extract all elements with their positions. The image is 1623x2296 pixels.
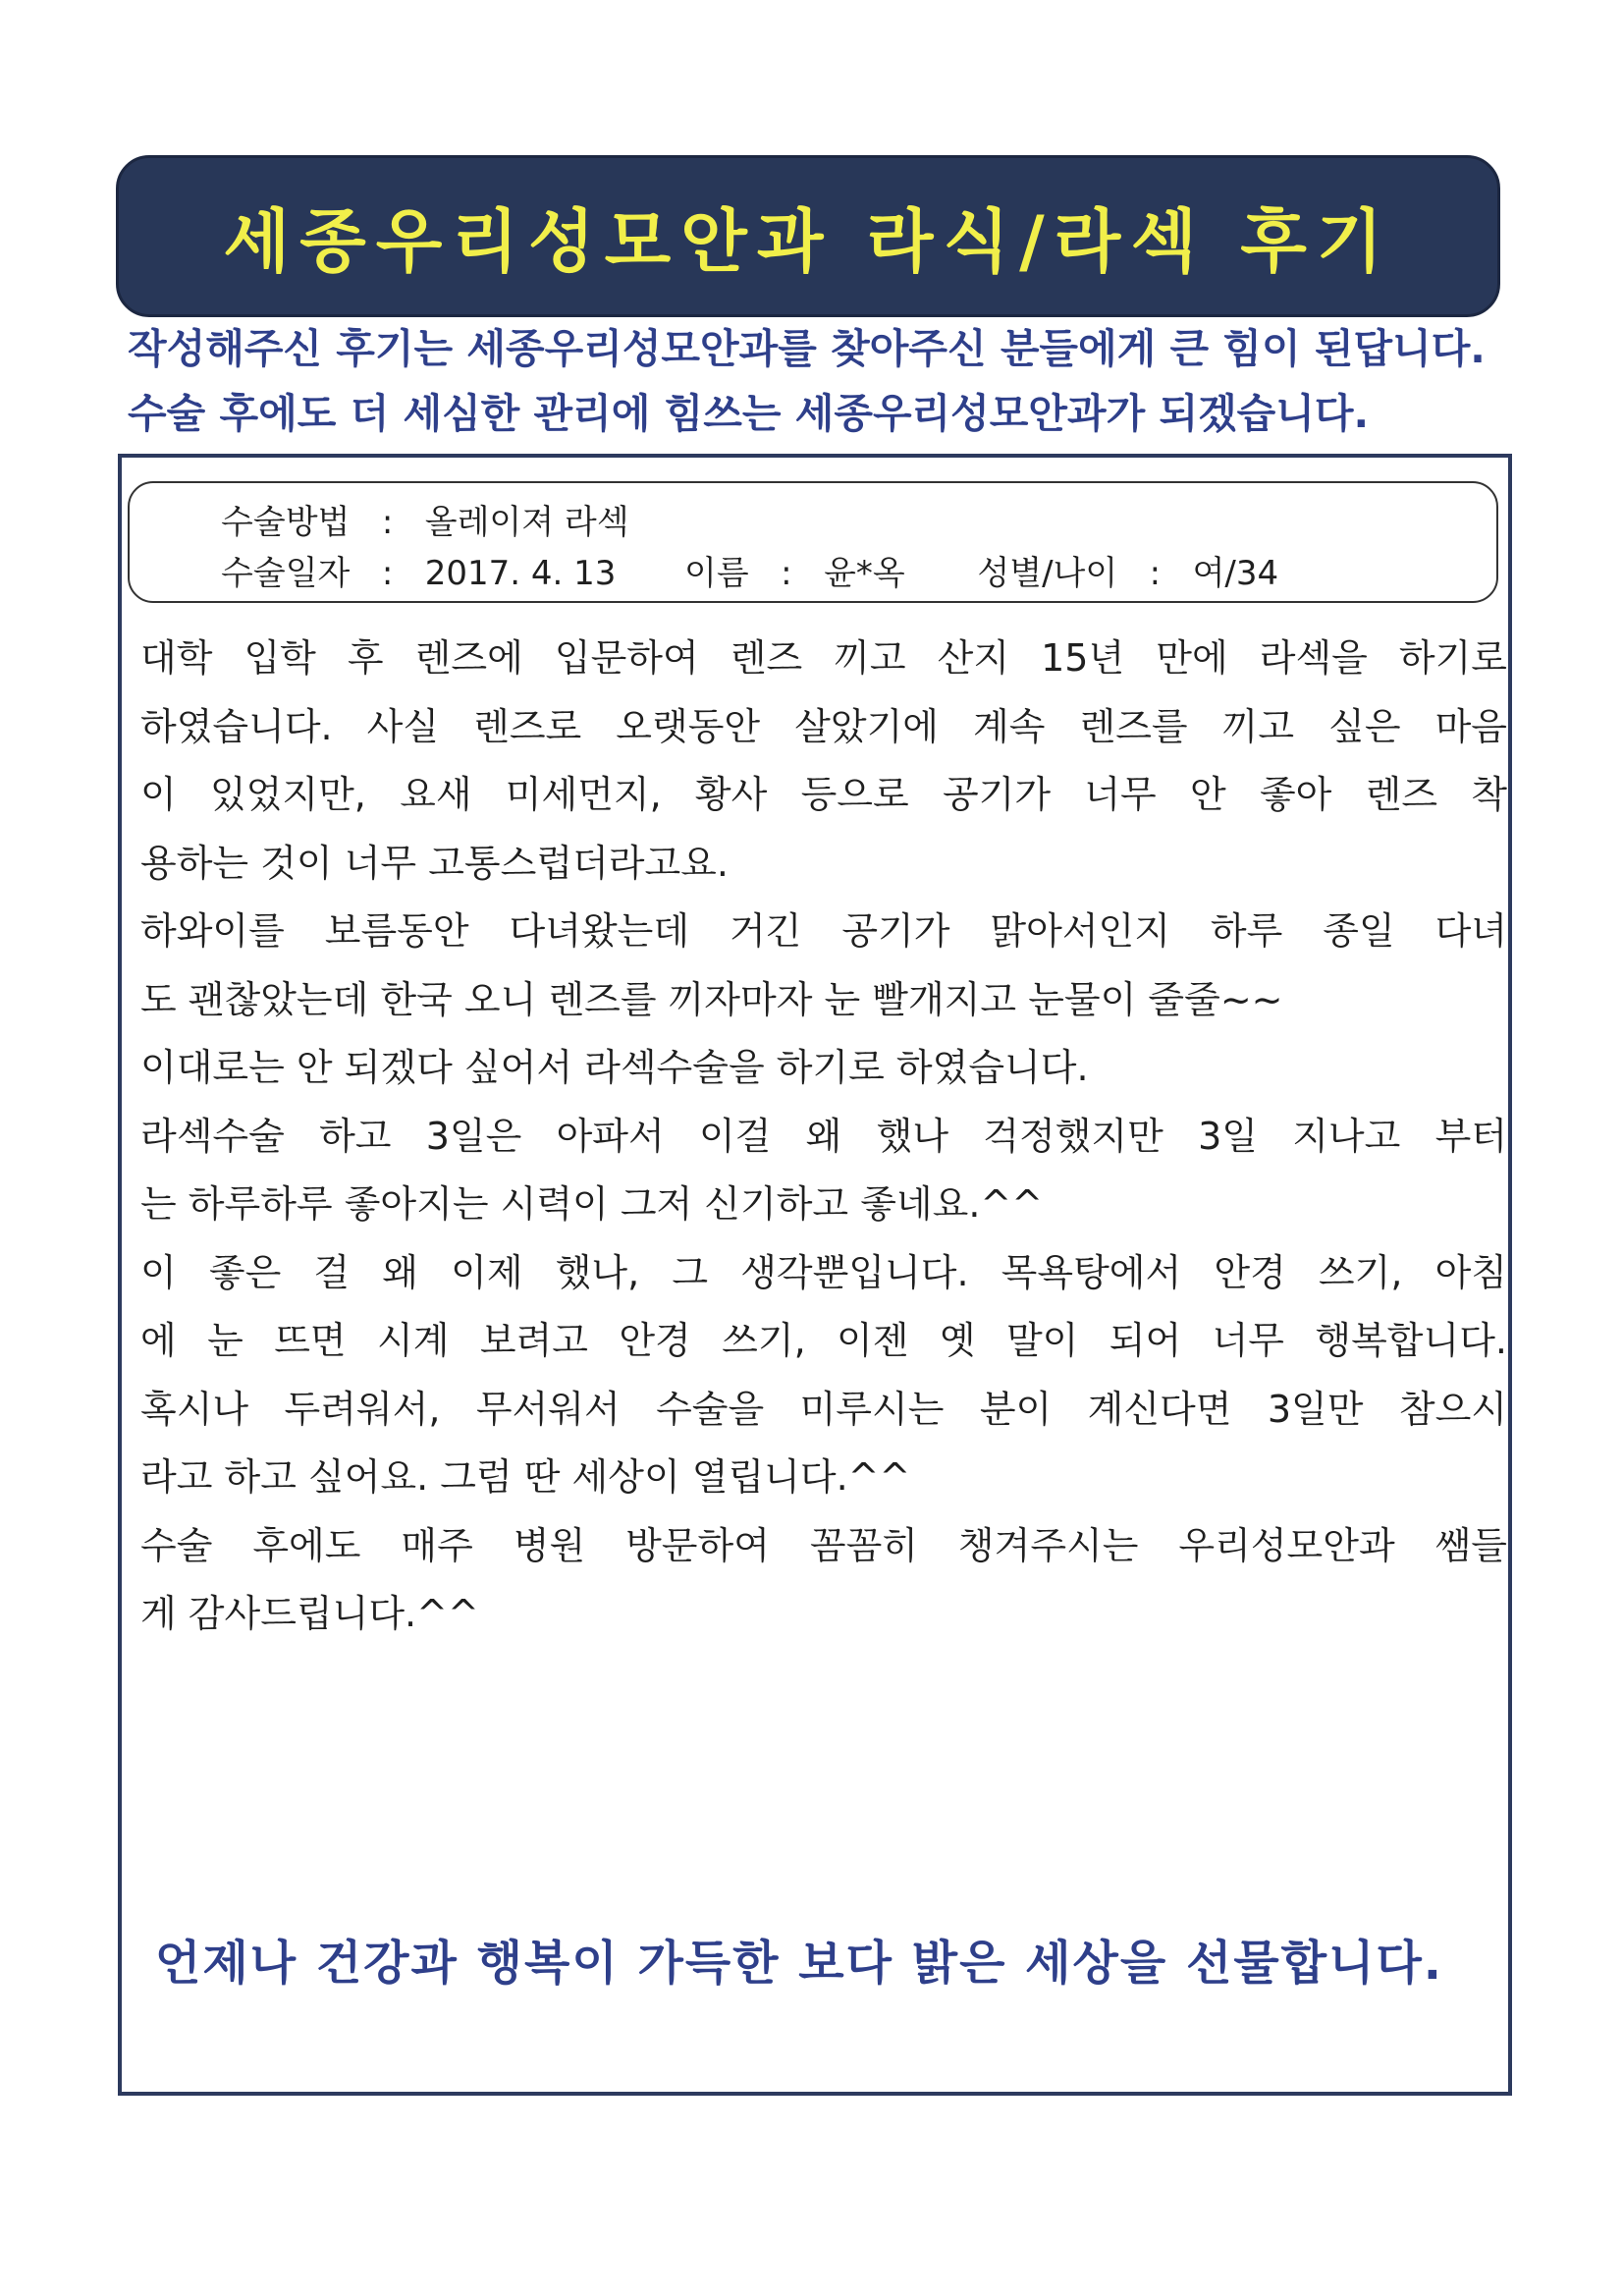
review-line: 이 좋은 걸 왜 이제 했나, 그 생각뿐입니다. 목욕탕에서 안경 쓰기, 아침: [140, 1250, 1507, 1294]
review-line: 이대로는 안 되겠다 싶어서 라섹수술을 하기로 하였습니다.: [140, 1046, 1089, 1089]
method-separator: :: [381, 503, 394, 542]
surgery-info-box: [128, 481, 1498, 603]
name-separator: :: [781, 554, 792, 593]
review-line: 대학 입학 후 렌즈에 입문하여 렌즈 끼고 산지 15년 만에 라섹을 하기로: [140, 636, 1507, 680]
date-separator: :: [381, 554, 394, 593]
date-label: 수술일자: [221, 554, 351, 593]
name-label: 이름: [684, 554, 749, 593]
gender-age-value: 여/34: [1192, 554, 1279, 593]
review-line: 하와이를 보름동안 다녀왔는데 거긴 공기가 맑아서인지 하루 종일 다녀: [140, 909, 1507, 953]
review-line: 게 감사드립니다.^^: [140, 1592, 479, 1635]
review-body: [140, 625, 1507, 1649]
review-line: 는 하루하루 좋아지는 시력이 그저 신기하고 좋네요.^^: [140, 1182, 1044, 1226]
info-row-method: [221, 495, 629, 543]
review-line: 하였습니다. 사실 렌즈로 오랫동안 살았기에 계속 렌즈를 끼고 싶은 마음: [140, 704, 1507, 748]
intro-line-2: 수술 후에도 더 세심한 관리에 힘쓰는 세종우리성모안과가 되겠습니다.: [128, 390, 1370, 437]
name-value: 윤*옥: [824, 554, 905, 593]
method-value: 올레이져 라섹: [424, 503, 629, 542]
intro-text: [128, 316, 1502, 446]
review-line: 라고 하고 싶어요. 그럼 딴 세상이 열립니다.^^: [140, 1455, 911, 1499]
date-value: 2017. 4. 13: [424, 554, 617, 593]
info-row-details: [221, 546, 1278, 594]
review-line: 이 있었지만, 요새 미세먼지, 황사 등으로 공기가 너무 안 좋아 렌즈 착: [140, 773, 1507, 816]
review-line: 혹시나 두려워서, 무서워서 수술을 미루시는 분이 계신다면 3일만 참으시: [140, 1387, 1507, 1431]
review-line: 에 눈 뜨면 시계 보려고 안경 쓰기, 이젠 옛 말이 되어 너무 행복합니다.: [140, 1319, 1507, 1362]
gender-age-label: 성별/나이: [977, 554, 1118, 593]
review-line: 용하는 것이 너무 고통스럽더라고요.: [140, 841, 729, 885]
review-line: 수술 후에도 매주 병원 방문하여 꼼꼼히 챙겨주시는 우리성모안과 쌤들: [140, 1523, 1507, 1567]
review-line: 도 괜찮았는데 한국 오니 렌즈를 끼자마자 눈 빨개지고 눈물이 줄줄~~: [140, 977, 1283, 1021]
page-title: 세종우리성모안과 라식/라섹 후기: [223, 201, 1393, 282]
title-banner: [116, 155, 1500, 317]
gender-age-separator: :: [1149, 554, 1162, 593]
review-line: 라섹수술 하고 3일은 아파서 이걸 왜 했나 걱정했지만 3일 지나고 부터: [140, 1114, 1507, 1158]
closing-slogan: 언제나 건강과 행복이 가득한 보다 밝은 세상을 선물합니다.: [155, 1936, 1444, 1991]
method-label: 수술방법: [221, 503, 351, 542]
intro-line-1: 작성해주신 후기는 세종우리성모안과를 찾아주신 분들에게 큰 힘이 된답니다.: [128, 325, 1486, 372]
